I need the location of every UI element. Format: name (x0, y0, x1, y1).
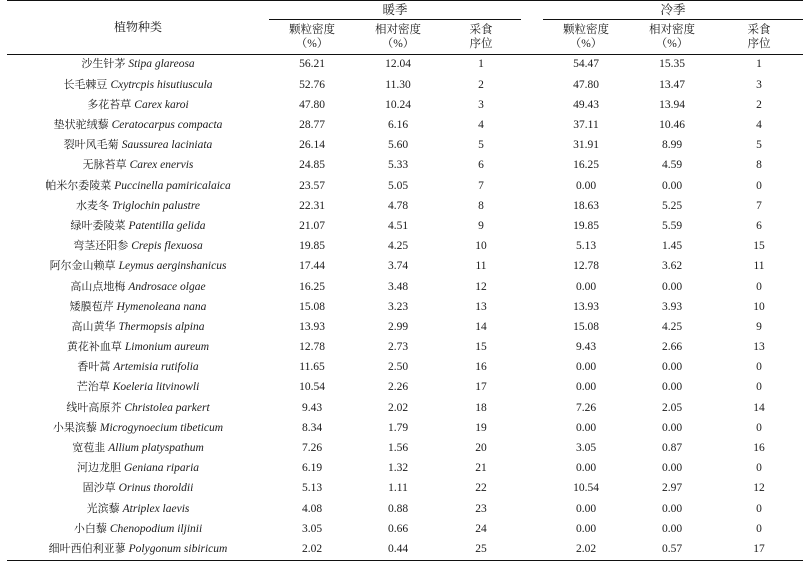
species-latin-name: Saussurea laciniata (121, 139, 213, 152)
species-latin-name: Triglochin palustre (111, 199, 201, 212)
cold-particle-density-cell: 9.43 (575, 341, 597, 354)
species-chinese-name: 光滨藜 (86, 501, 120, 515)
cold-relative-density-cell: 0.00 (661, 280, 683, 293)
warm-relative-density-cell: 2.50 (387, 361, 409, 374)
table-row (7, 439, 803, 459)
cold-particle-density-cell: 0.00 (575, 280, 597, 293)
table-row (7, 378, 803, 398)
warm-particle-density-header: 颗粒密度 （%） (269, 20, 355, 55)
table-row (7, 277, 803, 297)
cold-relative-density-cell: 2.97 (661, 482, 683, 495)
species-chinese-name: 芒治草 (76, 380, 110, 394)
warm-relative-density-cell: 4.51 (387, 219, 409, 232)
table-row (7, 237, 803, 257)
warm-feeding-rank-cell: 14 (475, 320, 487, 333)
species-latin-name: Crepis flexuosa (131, 240, 203, 253)
species-cell (7, 439, 269, 459)
cold-feeding-rank-cell: 14 (753, 401, 765, 414)
cold-relative-density-cell: 0.00 (661, 462, 683, 475)
species-latin-name: Stipa glareosa (128, 58, 195, 71)
warm-feeding-rank-cell: 20 (475, 442, 487, 455)
table-row (7, 95, 803, 115)
species-chinese-name: 宽苞韭 (72, 441, 106, 455)
species-latin-name: Polygonum sibiricum (128, 542, 228, 555)
warm-particle-density-cell: 9.43 (301, 401, 323, 414)
warm-feeding-rank-cell: 6 (478, 159, 484, 172)
cold-feeding-rank-header: 采食 序位 (715, 20, 803, 55)
cold-feeding-rank-cell: 16 (753, 442, 765, 455)
cold-particle-density-cell: 47.80 (573, 78, 599, 91)
species-cell (7, 297, 269, 317)
warm-relative-density-cell: 0.44 (355, 540, 441, 561)
warm-particle-density-cell: 28.77 (299, 119, 325, 132)
species-chinese-name: 阿尔金山赖草 (49, 259, 116, 273)
warm-feeding-rank-cell: 19 (475, 421, 487, 434)
species-chinese-name: 高山黄华 (71, 319, 116, 333)
species-cell (7, 398, 269, 418)
warm-particle-density-cell: 52.76 (299, 78, 325, 91)
cold-particle-density-cell: 49.43 (573, 98, 599, 111)
cold-particle-density-cell: 0.00 (575, 522, 597, 535)
warm-relative-density-cell: 11.30 (385, 78, 411, 91)
species-latin-name: Koeleria litvinowli (112, 381, 200, 394)
table-row (7, 75, 803, 95)
cold-relative-density-cell: 0.00 (661, 502, 683, 515)
table-row (7, 398, 803, 418)
cold-particle-density-cell: 0.00 (575, 361, 597, 374)
warm-relative-density-cell: 1.32 (387, 462, 409, 475)
species-chinese-name: 线叶高原芥 (66, 400, 122, 414)
cold-feeding-rank-cell: 0 (756, 361, 762, 374)
species-chinese-name: 长毛棘豆 (63, 77, 108, 91)
cold-particle-density-cell: 37.11 (573, 119, 599, 132)
cold-feeding-rank-cell: 0 (756, 179, 762, 192)
species-chinese-name: 细叶西伯利亚蓼 (48, 541, 126, 555)
cold-feeding-rank-cell: 4 (756, 119, 762, 132)
cold-relative-density-cell: 0.00 (661, 421, 683, 434)
cold-particle-density-cell: 0.00 (575, 179, 597, 192)
warm-particle-density-cell: 56.21 (299, 58, 325, 71)
warm-relative-density-cell: 12.04 (385, 58, 411, 71)
species-cell (7, 75, 269, 95)
cold-particle-density-cell: 3.05 (575, 442, 597, 455)
table-row (7, 358, 803, 378)
species-chinese-name: 无脉苔草 (82, 158, 127, 172)
cold-relative-density-cell: 5.25 (661, 199, 683, 212)
warm-particle-density-cell: 6.19 (301, 462, 323, 475)
warm-particle-density-cell: 21.07 (299, 219, 325, 232)
warm-particle-density-cell: 47.80 (299, 98, 325, 111)
species-latin-name: Atriplex laevis (122, 502, 190, 515)
table-row (7, 519, 803, 539)
cold-feeding-rank-cell: 13 (753, 341, 765, 354)
warm-relative-density-cell: 0.66 (387, 522, 409, 535)
cold-particle-density-cell: 18.63 (573, 199, 599, 212)
cold-relative-density-cell: 4.59 (661, 159, 683, 172)
cold-particle-density-header: 颗粒密度 （%） (543, 20, 629, 55)
species-latin-name: Microgynoecium tibeticum (99, 421, 224, 434)
warm-particle-density-cell: 5.13 (301, 482, 323, 495)
cold-feeding-rank-cell: 7 (756, 199, 762, 212)
warm-relative-density-cell: 0.88 (387, 502, 409, 515)
warm-feeding-rank-cell: 10 (475, 240, 487, 253)
warm-relative-density-cell: 5.60 (387, 139, 409, 152)
species-chinese-name: 沙生针茅 (81, 57, 126, 71)
warm-feeding-rank-cell: 3 (478, 98, 484, 111)
species-latin-name: Leymus aerginshanicus (118, 260, 227, 273)
cold-particle-density-cell: 12.78 (573, 260, 599, 273)
table-row (7, 459, 803, 479)
table-row (7, 176, 803, 196)
species-cell (7, 55, 269, 76)
species-latin-name: Thermopsis alpina (118, 320, 205, 333)
warm-relative-density-cell: 2.99 (387, 320, 409, 333)
table-row (7, 217, 803, 237)
table-body (7, 55, 803, 561)
cold-feeding-rank-cell: 5 (756, 139, 762, 152)
cold-particle-density-cell: 7.26 (575, 401, 597, 414)
cold-relative-density-cell: 13.94 (659, 98, 685, 111)
warm-feeding-rank-cell: 13 (475, 300, 487, 313)
warm-feeding-rank-cell: 23 (475, 502, 487, 515)
cold-relative-density-cell: 0.00 (661, 522, 683, 535)
cold-feeding-rank-cell: 1 (756, 58, 762, 71)
warm-feeding-rank-cell: 25 (441, 540, 521, 561)
cold-relative-density-cell: 8.99 (661, 139, 683, 152)
warm-relative-density-cell: 2.02 (387, 401, 409, 414)
species-cell (7, 499, 269, 519)
warm-relative-density-cell: 5.33 (387, 159, 409, 172)
species-chinese-name: 绿叶委陵菜 (70, 218, 126, 232)
species-chinese-name: 香叶蒿 (77, 360, 111, 374)
warm-feeding-rank-cell: 18 (475, 401, 487, 414)
cold-feeding-rank-cell: 15 (753, 240, 765, 253)
species-chinese-name: 裂叶风毛菊 (63, 138, 119, 152)
species-latin-name: Cxytrcpis hisutiuscula (110, 78, 213, 91)
cold-particle-density-cell: 31.91 (573, 139, 599, 152)
warm-relative-density-cell: 4.78 (387, 199, 409, 212)
table-row (7, 338, 803, 358)
warm-feeding-rank-cell: 17 (475, 381, 487, 394)
cold-particle-density-cell: 13.93 (573, 300, 599, 313)
species-latin-name: Androsace olgae (128, 280, 206, 293)
warm-particle-density-cell: 15.08 (299, 300, 325, 313)
cold-feeding-rank-cell: 0 (756, 462, 762, 475)
cold-relative-density-cell: 10.46 (659, 119, 685, 132)
cold-particle-density-cell: 0.00 (575, 421, 597, 434)
species-chinese-name: 黄花补血草 (66, 340, 122, 354)
table-row (7, 479, 803, 499)
warm-feeding-rank-cell: 7 (478, 179, 484, 192)
warm-feeding-rank-cell: 24 (475, 522, 487, 535)
species-chinese-name: 多花苔草 (87, 97, 132, 111)
species-chinese-name: 小果滨藜 (52, 420, 97, 434)
warm-relative-density-cell: 2.73 (387, 341, 409, 354)
cold-particle-density-cell: 2.02 (543, 540, 629, 561)
species-cell (7, 479, 269, 499)
warm-relative-density-cell: 1.79 (387, 421, 409, 434)
cold-feeding-rank-cell: 0 (756, 421, 762, 434)
cold-particle-density-cell: 5.13 (575, 240, 597, 253)
table-row (7, 136, 803, 156)
cold-relative-density-cell: 0.87 (661, 442, 683, 455)
warm-particle-density-cell: 26.14 (299, 139, 325, 152)
warm-relative-density-cell: 2.26 (387, 381, 409, 394)
species-column-header: 植物种类 (7, 1, 269, 55)
warm-particle-density-cell: 22.31 (299, 199, 325, 212)
table-row (7, 55, 803, 76)
cold-feeding-rank-cell: 0 (756, 522, 762, 535)
species-latin-name: Hymenoleana nana (116, 300, 207, 313)
cold-particle-density-cell: 0.00 (575, 381, 597, 394)
species-chinese-name: 垫状驼绒藜 (53, 118, 109, 132)
cold-particle-density-cell: 16.25 (573, 159, 599, 172)
cold-feeding-rank-cell: 12 (753, 482, 765, 495)
species-cell (7, 257, 269, 277)
warm-particle-density-cell: 16.25 (299, 280, 325, 293)
forage-density-table (7, 0, 803, 561)
species-cell (7, 317, 269, 337)
cold-relative-density-cell: 3.93 (661, 300, 683, 313)
warm-particle-density-cell: 2.02 (269, 540, 355, 561)
cold-feeding-rank-cell: 2 (756, 98, 762, 111)
warm-particle-density-cell: 12.78 (299, 341, 325, 354)
cold-feeding-rank-cell: 17 (715, 540, 803, 561)
species-cell (7, 176, 269, 196)
species-chinese-name: 帕米尔委陵菜 (45, 178, 112, 192)
table-row (7, 257, 803, 277)
species-cell (7, 540, 269, 561)
warm-particle-density-cell: 4.08 (301, 502, 323, 515)
species-cell (7, 378, 269, 398)
species-cell (7, 116, 269, 136)
cold-season-header: 冷季 (543, 1, 803, 20)
warm-feeding-rank-cell: 22 (475, 482, 487, 495)
species-cell (7, 136, 269, 156)
species-cell (7, 196, 269, 216)
species-chinese-name: 水麦冬 (75, 198, 109, 212)
warm-feeding-rank-cell: 1 (478, 58, 484, 71)
table-row (7, 116, 803, 136)
species-latin-name: Carex enervis (129, 159, 194, 172)
table-row (7, 317, 803, 337)
cold-feeding-rank-cell: 0 (756, 502, 762, 515)
warm-relative-density-cell: 1.56 (387, 442, 409, 455)
warm-particle-density-cell: 17.44 (299, 260, 325, 273)
species-latin-name: Artemisia rutifolia (113, 361, 199, 374)
warm-particle-density-cell: 7.26 (301, 442, 323, 455)
table-row (7, 156, 803, 176)
species-cell (7, 358, 269, 378)
warm-feeding-rank-cell: 15 (475, 341, 487, 354)
warm-relative-density-cell: 1.11 (388, 482, 408, 495)
species-latin-name: Patentilla gelida (128, 219, 206, 232)
warm-particle-density-cell: 3.05 (301, 522, 323, 535)
species-chinese-name: 高山点地梅 (70, 279, 126, 293)
table-row (7, 297, 803, 317)
species-cell (7, 459, 269, 479)
warm-relative-density-cell: 3.48 (387, 280, 409, 293)
cold-particle-density-cell: 19.85 (573, 219, 599, 232)
cold-relative-density-cell: 5.59 (661, 219, 683, 232)
warm-feeding-rank-cell: 4 (478, 119, 484, 132)
warm-particle-density-cell: 10.54 (299, 381, 325, 394)
species-cell (7, 95, 269, 115)
species-chinese-name: 河边龙胆 (76, 461, 121, 475)
cold-relative-density-cell: 0.00 (661, 361, 683, 374)
cold-feeding-rank-cell: 6 (756, 219, 762, 232)
table-row (7, 196, 803, 216)
warm-season-header: 暖季 (269, 1, 521, 20)
warm-feeding-rank-cell: 8 (478, 199, 484, 212)
cold-particle-density-cell: 10.54 (573, 482, 599, 495)
warm-relative-density-cell: 4.25 (387, 240, 409, 253)
cold-particle-density-cell: 15.08 (573, 320, 599, 333)
warm-relative-density-cell: 6.16 (387, 119, 409, 132)
species-chinese-name: 弯茎还阳参 (73, 239, 129, 253)
cold-relative-density-cell: 0.00 (661, 179, 683, 192)
cold-relative-density-cell: 13.47 (659, 78, 685, 91)
species-cell (7, 237, 269, 257)
cold-feeding-rank-cell: 0 (756, 381, 762, 394)
species-chinese-name: 小白藜 (73, 521, 107, 535)
warm-particle-density-cell: 19.85 (299, 240, 325, 253)
species-latin-name: Orinus thoroldii (118, 482, 194, 495)
species-chinese-name: 矮膜苞芹 (69, 299, 114, 313)
warm-relative-density-cell: 10.24 (385, 98, 411, 111)
warm-particle-density-cell: 24.85 (299, 159, 325, 172)
table-header-group-row (7, 1, 803, 20)
species-latin-name: Ceratocarpus compacta (111, 119, 223, 132)
species-cell (7, 217, 269, 237)
cold-particle-density-cell: 0.00 (575, 502, 597, 515)
cold-feeding-rank-cell: 9 (756, 320, 762, 333)
table-row (7, 418, 803, 438)
species-latin-name: Allium platyspathum (108, 442, 204, 455)
warm-feeding-rank-cell: 21 (475, 462, 487, 475)
species-chinese-name: 固沙草 (82, 481, 116, 495)
cold-feeding-rank-cell: 0 (756, 280, 762, 293)
warm-feeding-rank-cell: 11 (475, 260, 487, 273)
species-cell (7, 519, 269, 539)
warm-relative-density-header: 相对密度 （%） (355, 20, 441, 55)
warm-feeding-rank-cell: 5 (478, 139, 484, 152)
table-row (7, 499, 803, 519)
cold-relative-density-cell: 0.57 (629, 540, 715, 561)
warm-particle-density-cell: 8.34 (301, 421, 323, 434)
species-cell (7, 277, 269, 297)
species-cell (7, 418, 269, 438)
warm-feeding-rank-cell: 16 (475, 361, 487, 374)
cold-particle-density-cell: 0.00 (575, 462, 597, 475)
cold-relative-density-cell: 2.05 (661, 401, 683, 414)
table-row (7, 540, 803, 561)
warm-particle-density-cell: 23.57 (299, 179, 325, 192)
cold-relative-density-header: 相对密度 （%） (629, 20, 715, 55)
species-latin-name: Geniana riparia (123, 462, 200, 475)
species-latin-name: Carex karoi (134, 98, 189, 111)
species-latin-name: Puccinella pamiricalaica (114, 179, 231, 192)
cold-relative-density-cell: 4.25 (661, 320, 683, 333)
warm-feeding-rank-cell: 9 (478, 219, 484, 232)
species-latin-name: Christolea parkert (124, 401, 210, 414)
warm-relative-density-cell: 5.05 (387, 179, 409, 192)
cold-relative-density-cell: 3.62 (661, 260, 683, 273)
cold-relative-density-cell: 0.00 (661, 381, 683, 394)
warm-feeding-rank-cell: 12 (475, 280, 487, 293)
species-cell (7, 156, 269, 176)
warm-relative-density-cell: 3.74 (387, 260, 409, 273)
cold-relative-density-cell: 2.66 (661, 341, 683, 354)
warm-relative-density-cell: 3.23 (387, 300, 409, 313)
cold-feeding-rank-cell: 8 (756, 159, 762, 172)
warm-feeding-rank-cell: 2 (478, 78, 484, 91)
cold-feeding-rank-cell: 3 (756, 78, 762, 91)
warm-feeding-rank-header: 采食 序位 (441, 20, 521, 55)
species-cell (7, 338, 269, 358)
species-latin-name: Limonium aureum (124, 341, 210, 354)
cold-feeding-rank-cell: 10 (753, 300, 765, 313)
cold-feeding-rank-cell: 11 (753, 260, 765, 273)
cold-particle-density-cell: 54.47 (573, 58, 599, 71)
warm-particle-density-cell: 13.93 (299, 320, 325, 333)
warm-particle-density-cell: 11.65 (299, 361, 325, 374)
cold-relative-density-cell: 1.45 (661, 240, 683, 253)
cold-relative-density-cell: 15.35 (659, 58, 685, 71)
species-latin-name: Chenopodium iljinii (109, 522, 203, 535)
